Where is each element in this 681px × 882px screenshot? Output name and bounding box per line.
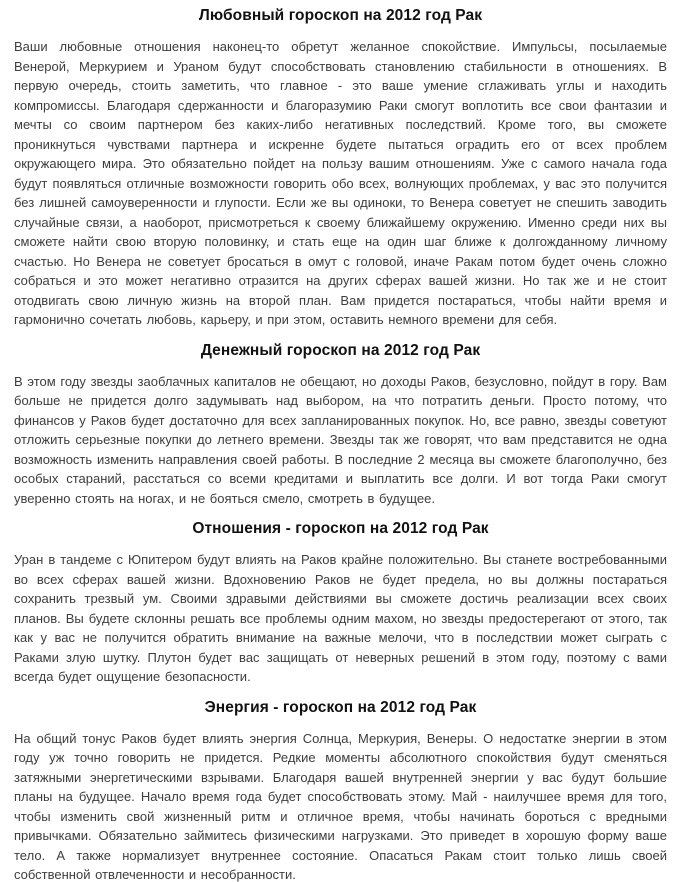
section-title-love: Любовный гороскоп на 2012 год Рак [198, 7, 483, 24]
section-money-horoscope [14, 342, 667, 509]
section-title-money: Денежный гороскоп на 2012 год Рак [200, 341, 481, 359]
section-love-horoscope [14, 7, 667, 330]
section-body-relationships: Уран в тандеме с Юпитером будут влиять на Раков крайне положительно. Вы станете востребованными во всех сферах вашей жизни. Вдохновению Раков не будет предела, но вы должны постараться сохранить трезвый ум. Своими здравыми действиями вы сможете достичь реализации всех своих планов. Вы будете склонны решать все проблемы одним махом, но звезды предостерегают от этого, так как у вас не получится обратить внимание на важные мелочи, что в последствии может сыграть с Раками злую шутку. Плутон будет вас защищать от неверных решений в этом году, поэтому с вами всегда будет ощущение безопасности. [14, 552, 667, 684]
section-title-energy: Энергия - гороскоп на 2012 год Рак [204, 698, 477, 716]
section-relationships-horoscope [14, 520, 667, 687]
section-body-energy: На общий тонус Раков будет влиять энергия Солнца, Меркурия, Венеры. О недостатке энергии в этом году уж точно говорить не придется. Редкие моменты абсолютного спокойствия будут сменяться затяжными энергетическими взрывами. Благодаря вашей внутренней энергии у вас будут большие планы на будущее. Начало время года будет способствовать этому. Май - наилучшее время для того, чтобы изменить свой жизненный ритм и отличное время, чтобы начинать бороться с вредными привычками. Обязательно займитесь физическими нагрузками. Это приведет в хорошую форму ваше тело. А также нормализует внутреннее состояние. Опасаться Ракам стоит только лишь своей собственной отвлеченности и несобранности. [14, 730, 667, 882]
section-energy-horoscope [14, 699, 667, 882]
section-title-relationships: Отношения - гороскоп на 2012 год Рак [192, 520, 489, 537]
section-body-money: В этом году звезды заоблачных капиталов не обещают, но доходы Раков, безусловно, пойдут в гору. Вам больше не придется долго задумывать над выбором, на что потратить деньги. Просто потому, что финансов у Раков будет достаточно для всех запланированных покупок. Но, все равно, звезды советуют отложить серьезные покупки до летнего времени. Звезды так же говорят, что вам представится не одна возможность изменить направления своей работы. В последние 2 месяца вы сможете благополучно, без особых стараний, расстаться со всеми кредитами и выплатить все долги. И вот тогда Раки смогут уверенно стоять на ногах, и не бояться смело, смотреть в будущее. [14, 373, 667, 506]
section-body-love: Ваши любовные отношения наконец-то обретут желанное спокойствие. Импульсы, посылаемые Венерой, Меркурием и Ураном будут способствовать становлению стабильности в отношениях. В первую очередь, стоить заметить, что главное - это ваше умение сглаживать углы и находить компромиссы. Благодаря сдержанности и благоразумию Раки смогут воплотить все свои фантазии и мечты со своим партнером без каких-либо негативных последствий. Кроме того, вы сможете проникнуться чувствами партнера и искренне будете пытаться оградить его от всех проблем окружающего мира. Это обязательно пойдет на пользу вашим отношениям. Уже с самого начала года будут появляться отличные возможности говорить обо всех, волнующих проблемах, у вас это получится без лишней самоуверенности и глупости. Если же вы одиноки, то Венера советует не спешить заводить случайные связи, а наоборот, присмотреться к своему ближайшему окружению. Именно среди них вы сможете найти свою вторую половинку, и стать еще на один шаг ближе к долгожданному личному счастью. Но Венера не советует бросаться в омут с головой, иначе Ракам потом будет очень сложно собраться и это может негативно отразится на других сферах вашей жизни. Но так же и не стоит отодвигать свою личную жизнь на второй план. Вам придется постараться, чтобы найти время и гармонично сочетать любовь, карьеру, и при этом, оставить немного времени для себя. [14, 39, 667, 327]
